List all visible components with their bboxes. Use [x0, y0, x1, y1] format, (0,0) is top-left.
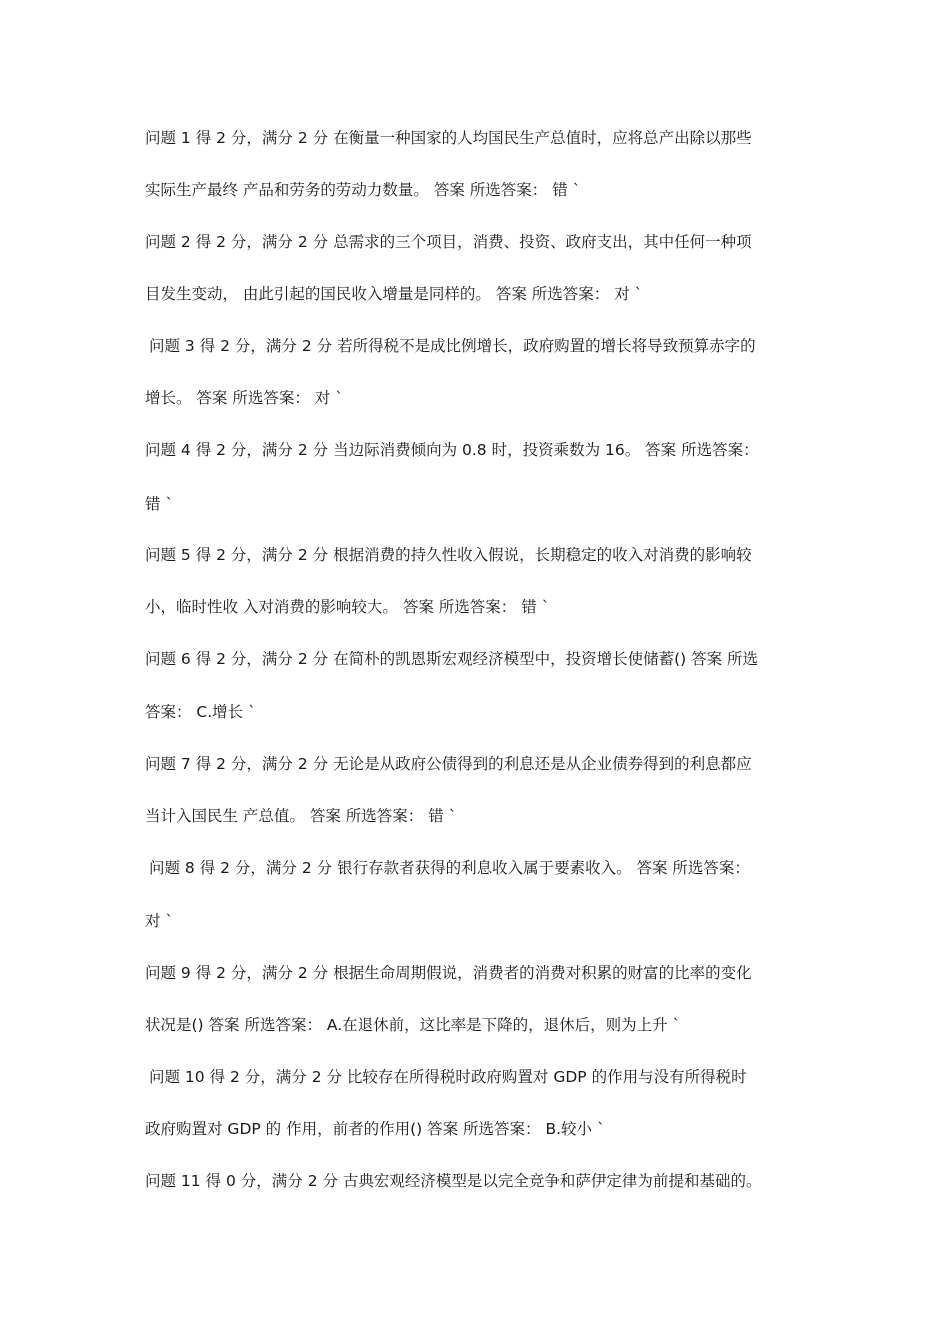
text-line: 增长。 答案 所选答案： 对 `: [145, 389, 343, 407]
text-line: 问题 7 得 2 分，满分 2 分 无论是从政府公债得到的利息还是从企业债券得到的利息都应: [145, 755, 752, 773]
text-line: 实际生产最终 产品和劳务的劳动力数量。 答案 所选答案： 错 `: [145, 181, 581, 199]
text-line: 问题 8 得 2 分，满分 2 分 银行存款者获得的利息收入属于要素收入。 答案 所选答案：: [149, 859, 750, 877]
text-line: 政府购置对 GDP 的 作用，前者的作用() 答案 所选答案： B.较小 `: [145, 1120, 605, 1138]
text-line: 问题 6 得 2 分，满分 2 分 在简朴的凯恩斯宏观经济模型中，投资增长使储蓄() 答案 所选: [145, 650, 759, 668]
text-line: 问题 2 得 2 分，满分 2 分 总需求的三个项目，消费、投资、政府支出，其中任何一种项: [145, 233, 752, 251]
text-line: 问题 4 得 2 分，满分 2 分 当边际消费倾向为 0.8 时，投资乘数为 16。 答案 所选答案：: [145, 441, 759, 459]
text-line: 状况是() 答案 所选答案： A.在退休前，这比率是下降的，退休后，则为上升 `: [145, 1016, 681, 1034]
text-line: 问题 9 得 2 分，满分 2 分 根据生命周期假说，消费者的消费对积累的财富的比率的变化: [145, 964, 752, 982]
text-line: 对 `: [145, 912, 174, 930]
text-line: 当计入国民生 产总值。 答案 所选答案： 错 `: [145, 807, 457, 825]
text-line: 错 `: [145, 495, 174, 513]
text-line: 问题 11 得 0 分，满分 2 分 古典宏观经济模型是以完全竞争和萨伊定律为前提和基础的。: [145, 1172, 762, 1190]
text-line: 小，临时性收 入对消费的影响较大。 答案 所选答案： 错 `: [145, 598, 550, 616]
text-line: 问题 1 得 2 分，满分 2 分 在衡量一种国家的人均国民生产总值时，应将总产出除以那些: [145, 129, 752, 147]
text-line: 目发生变动， 由此引起的国民收入增量是同样的。 答案 所选答案： 对 `: [145, 285, 643, 303]
text-line: 问题 10 得 2 分，满分 2 分 比较存在所得税时政府购置对 GDP 的作用与没有所得税时: [149, 1068, 747, 1086]
text-line: 问题 5 得 2 分，满分 2 分 根据消费的持久性收入假说，长期稳定的收入对消费的影响较: [145, 546, 752, 564]
text-line: 问题 3 得 2 分，满分 2 分 若所得税不是成比例增长，政府购置的增长将导致预算赤字的: [149, 337, 756, 355]
text-line: 答案： C.增长 `: [145, 703, 256, 721]
